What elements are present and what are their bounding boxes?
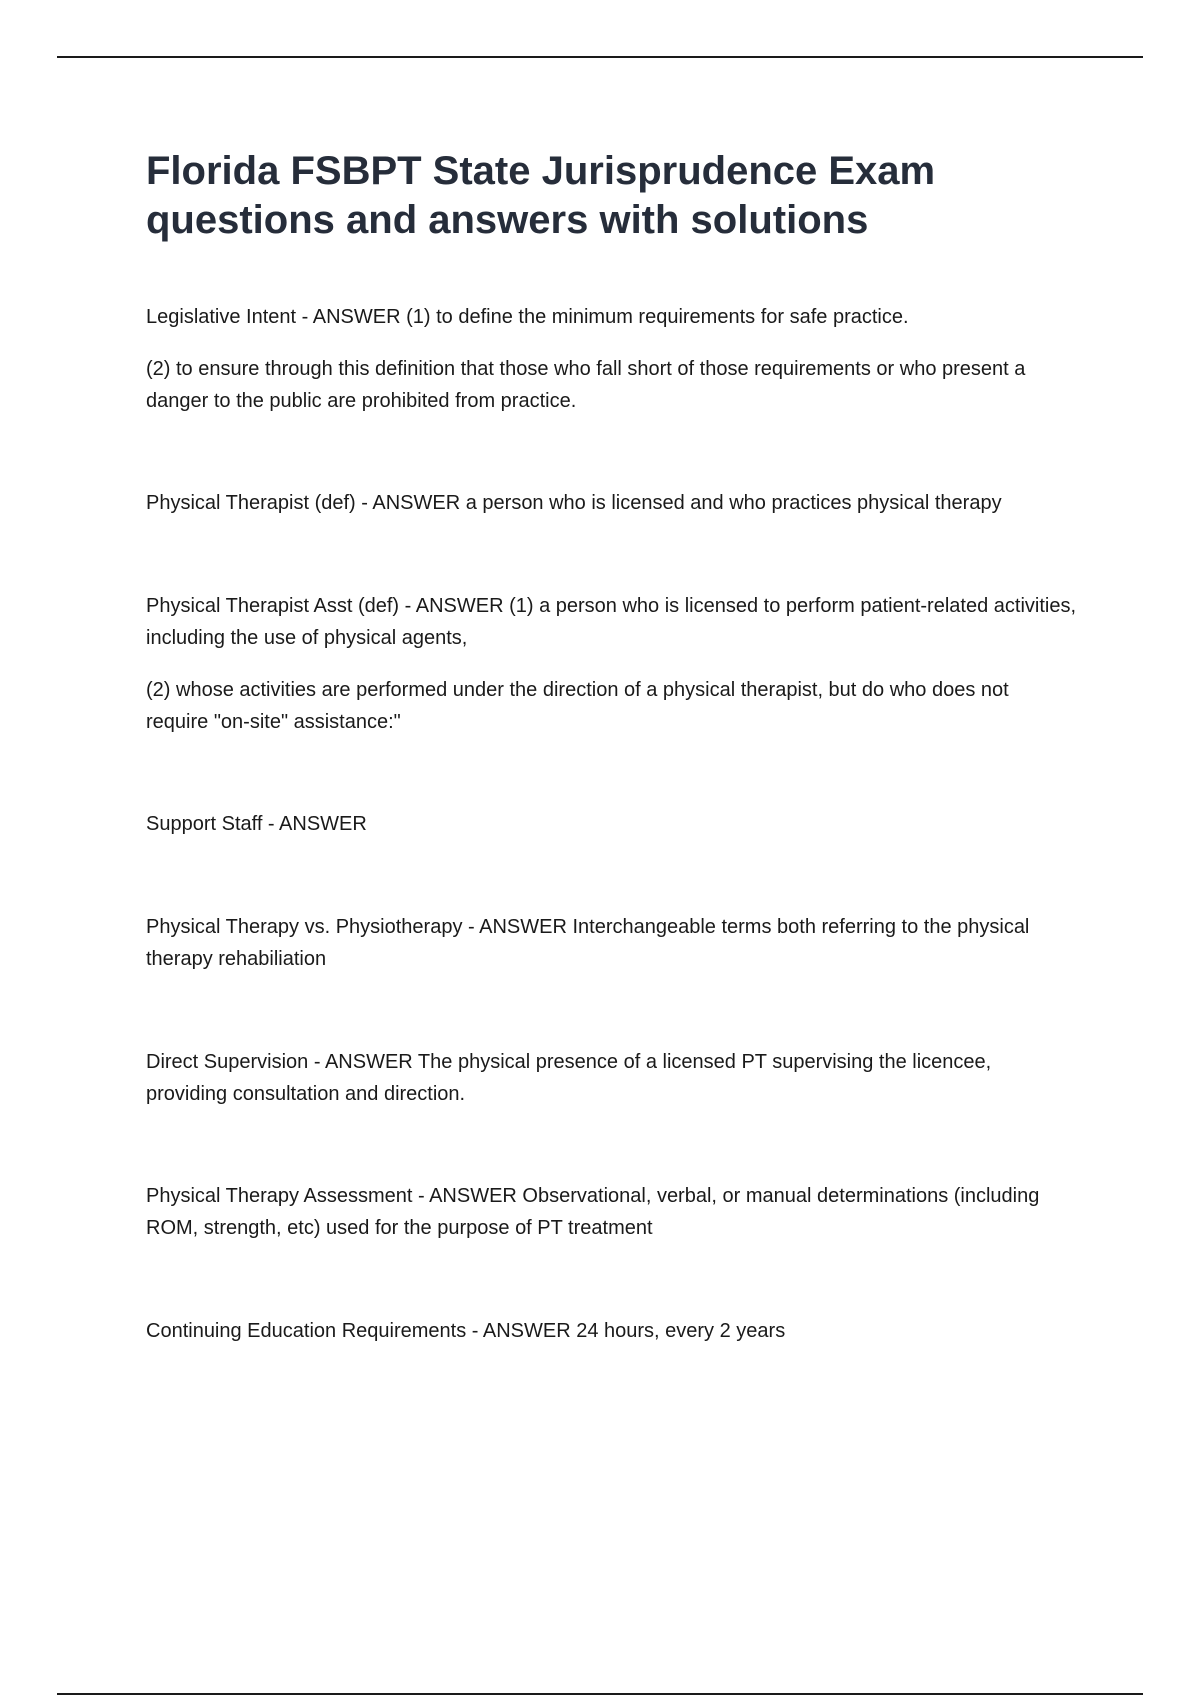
qa-entry-direct-supervision	[146, 1046, 1076, 1110]
header-rule	[57, 56, 1143, 58]
answer-paragraph: Physical Therapist Asst (def) - ANSWER (1) a person who is licensed to perform patient-related activities, including the use of physical agents,	[146, 595, 1077, 649]
answer-paragraph: Physical Therapy vs. Physiotherapy - ANSWER Interchangeable terms both referring to the physical therapy rehabiliation	[146, 916, 1030, 970]
answer-paragraph: Physical Therapist (def) - ANSWER a person who is licensed and who practices physical therapy	[146, 492, 1002, 514]
footer-rule	[57, 1693, 1143, 1695]
qa-entry-pt-assessment	[146, 1180, 1076, 1244]
qa-entry-pt-vs-physiotherapy	[146, 911, 1076, 975]
answer-paragraph: Direct Supervision - ANSWER The physical presence of a licensed PT supervising the licencee, providing consultation and direction.	[146, 1051, 992, 1105]
qa-entry-physical-therapist	[146, 487, 1076, 519]
qa-entry-continuing-education	[146, 1315, 1076, 1347]
qa-entry-legislative-intent	[146, 301, 1076, 417]
answer-paragraph: Physical Therapy Assessment - ANSWER Observational, verbal, or manual determinations (including ROM, strength, etc) used for the purpose of PT treatment	[146, 1185, 1040, 1239]
answer-paragraph: Legislative Intent - ANSWER (1) to define the minimum requirements for safe practice.	[146, 306, 909, 328]
qa-entry-physical-therapist-asst	[146, 590, 1076, 738]
document-title: Florida FSBPT State Jurisprudence Exam questions and answers with solutions	[146, 149, 936, 242]
answer-paragraph: (2) to ensure through this definition that those who fall short of those requirements or who present a danger to the public are prohibited from practice.	[146, 358, 1026, 412]
answer-paragraph: Continuing Education Requirements - ANSWER 24 hours, every 2 years	[146, 1320, 786, 1342]
answer-paragraph: Support Staff - ANSWER	[146, 813, 367, 835]
answer-paragraph: (2) whose activities are performed under the direction of a physical therapist, but do who does not require "on-site" assistance:"	[146, 679, 1009, 733]
qa-entry-support-staff	[146, 808, 1076, 840]
